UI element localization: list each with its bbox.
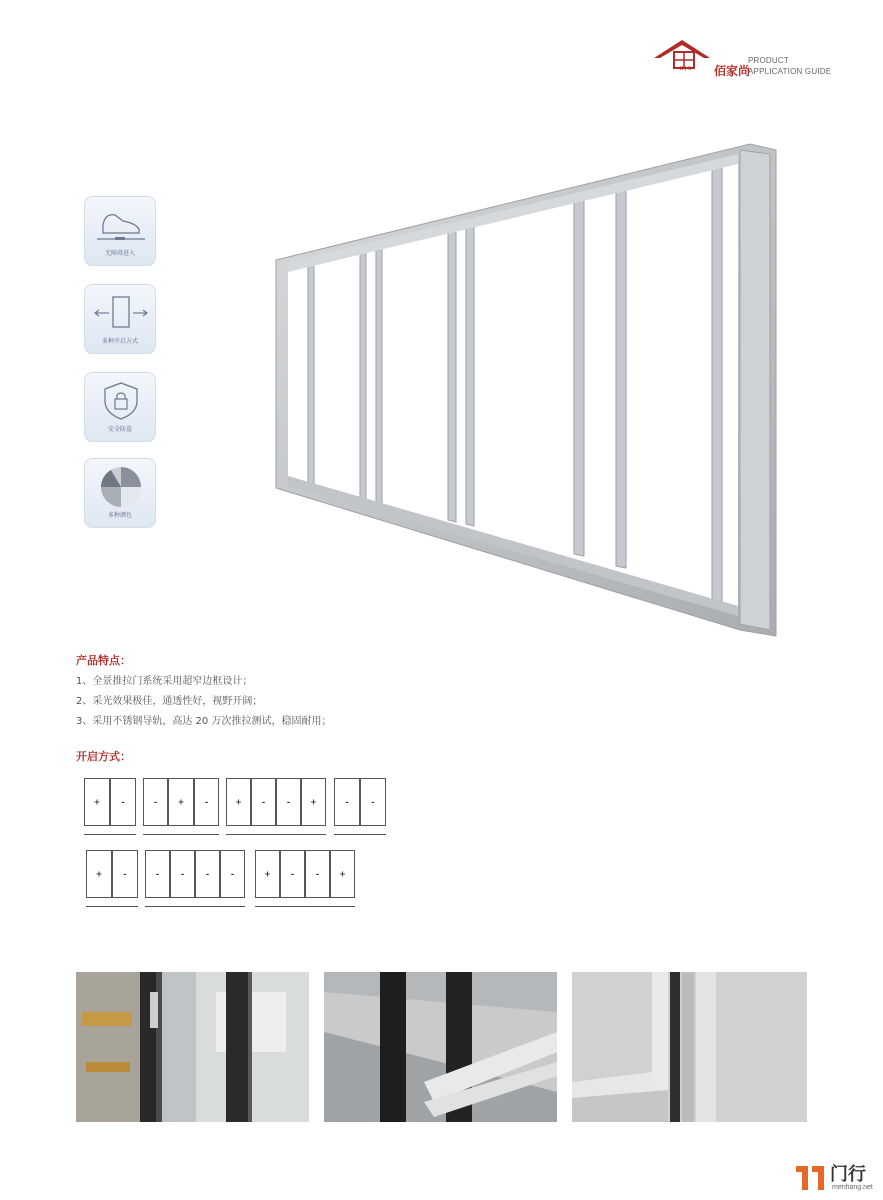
brand-sub: B J S bbox=[680, 66, 692, 72]
feature-tile-security bbox=[84, 372, 156, 442]
tile-caption: 多种开启方式 bbox=[101, 338, 138, 345]
detail-photo-track bbox=[324, 972, 557, 1122]
guide-line-2: APPLICATION GUIDE bbox=[748, 67, 832, 76]
opening-diagram-3: + - - + bbox=[226, 778, 326, 838]
watermark-name: 门行 bbox=[830, 1164, 866, 1185]
opening-diagram-7: + - - + bbox=[255, 850, 355, 910]
opening-diagram-2: - + - bbox=[143, 778, 219, 838]
feature-tile-opening-modes bbox=[84, 284, 156, 354]
feature-tile-barrier-free bbox=[84, 196, 156, 266]
tile-caption: 多种颜色 bbox=[107, 512, 132, 519]
tile-caption: 安全防盗 bbox=[107, 426, 132, 433]
sliding-door-product-image bbox=[270, 140, 780, 640]
guide-line-1: PRODUCT bbox=[748, 56, 789, 65]
tile-caption: 无障碍进入 bbox=[104, 250, 135, 257]
menhang-logo-icon bbox=[792, 1160, 828, 1196]
house-logo-icon bbox=[652, 36, 712, 80]
opening-diagram-5: + - bbox=[86, 850, 138, 910]
brand-logo bbox=[652, 36, 852, 80]
detail-photo-frame-corner bbox=[572, 972, 807, 1122]
feature-tile-colors bbox=[84, 458, 156, 528]
watermark-logo bbox=[792, 1160, 882, 1198]
feature-item-3: 3、采用不锈钢导轨，高达 20 万次推拉测试，稳固耐用； bbox=[76, 716, 332, 727]
opening-diagram-1: + - bbox=[84, 778, 136, 838]
opening-diagram-4: - - bbox=[334, 778, 386, 838]
opening-diagram-6: - - - - bbox=[145, 850, 245, 910]
feature-item-2: 2、采光效果极佳，通透性好，视野开阔； bbox=[76, 696, 263, 707]
detail-photo-handle bbox=[76, 972, 309, 1122]
brand-name: 佰家尚 bbox=[714, 64, 751, 78]
opening-title: 开启方式： bbox=[76, 750, 131, 763]
features-title: 产品特点： bbox=[76, 654, 131, 667]
watermark-url: menhang.net bbox=[832, 1184, 873, 1191]
feature-item-1: 1、全景推拉门系统采用超窄边框设计； bbox=[76, 676, 253, 687]
